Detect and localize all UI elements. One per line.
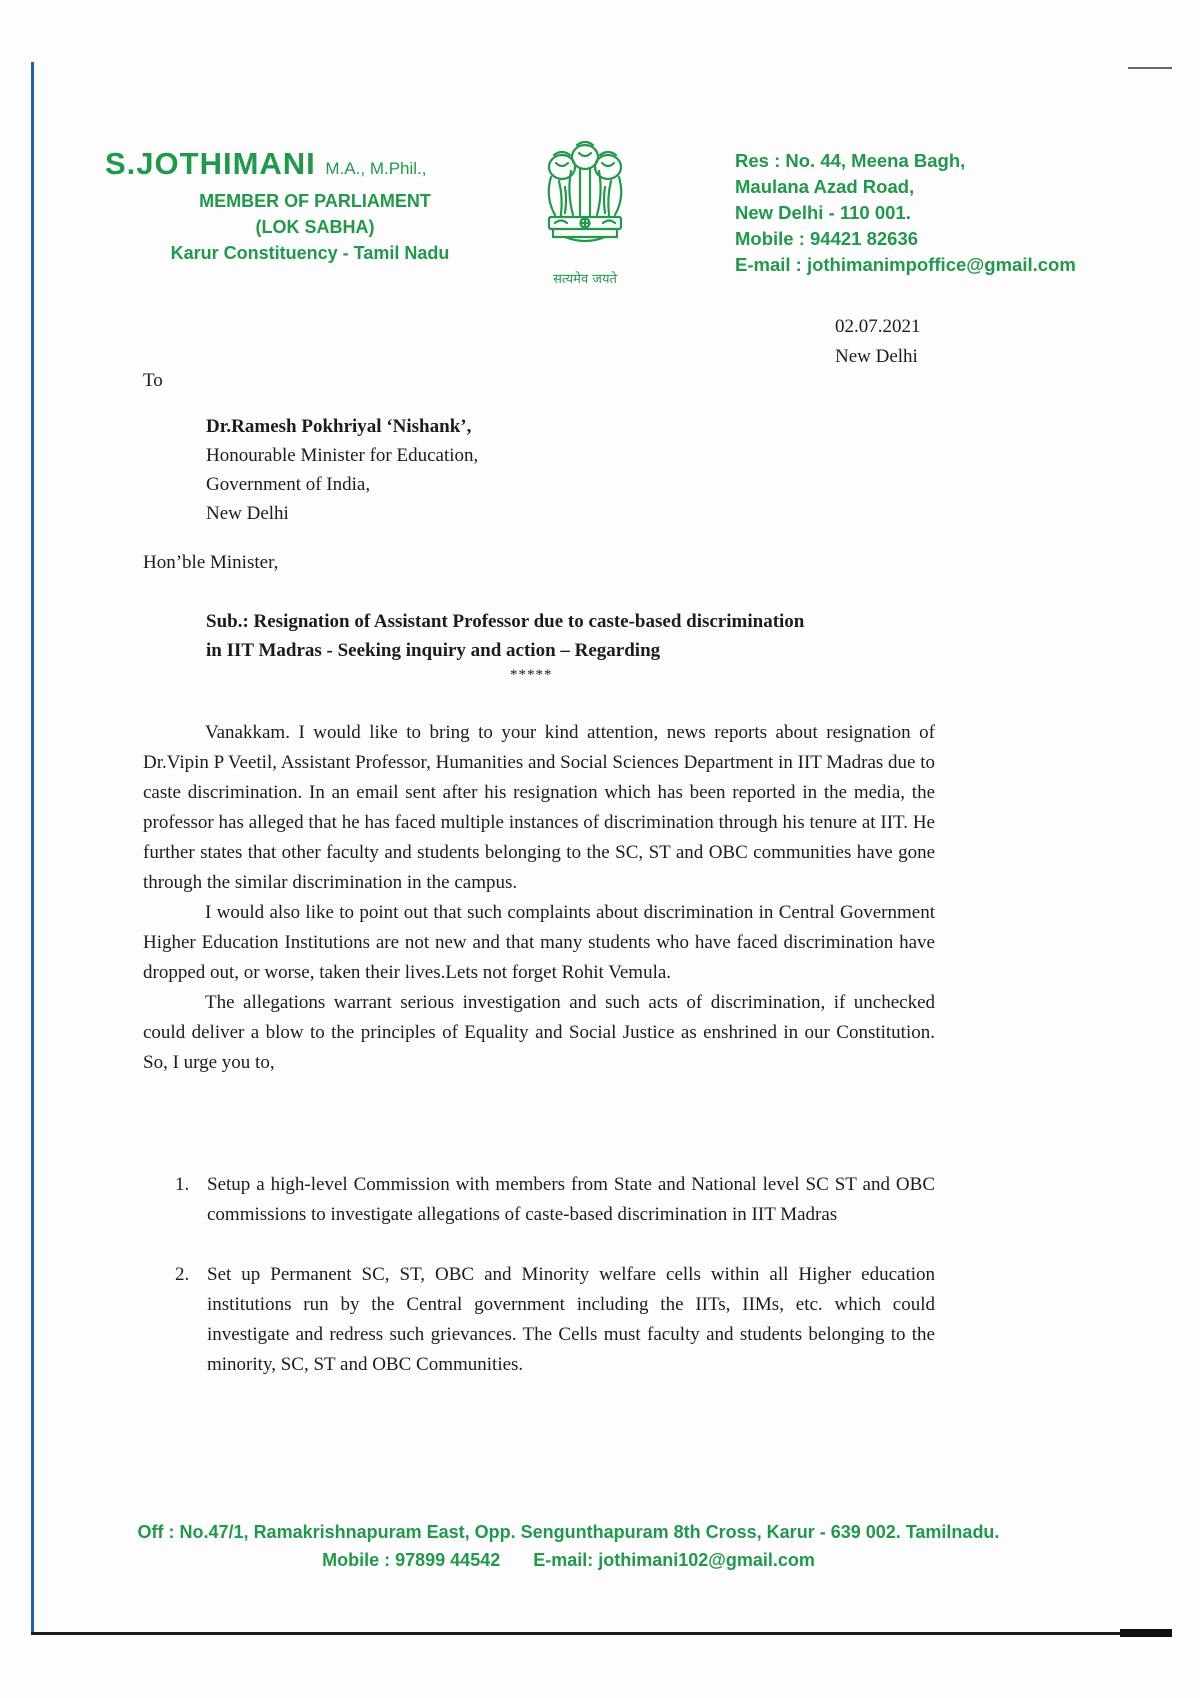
scan-mark [1128,67,1172,69]
emblem-motto: सत्यमेव जयते [553,272,617,287]
sender-constituency: Karur Constituency - Tamil Nadu [170,243,450,263]
demand-number: 2. [175,1264,190,1285]
sender-name-line [105,145,485,188]
addressee-name: Dr.Ramesh Pokhriyal ‘Nishank’, [206,416,472,437]
office-footer [0,1518,1137,1574]
subject-line2: in IIT Madras - Seeking inquiry and action – Regarding [206,640,661,661]
body-paragraph: The allegations warrant serious investigation and such acts of discrimination, if unchecked could deliver a blow to the principles of Equality and Social Justice as enshrined in our Constitution. So, I urge you to, [143,992,935,1073]
footer-office-address: Off : No.47/1, Ramakrishnapuram East, Opp. Sengunthapuram 8th Cross, Karur - 639 002. Tamilnadu. [137,1522,1000,1542]
residence-line3: New Delhi - 110 001. [735,202,911,223]
salutation: Hon’ble Minister, [143,552,279,573]
letter-date: 02.07.2021 [835,316,921,337]
demand-item [143,1260,935,1380]
footer-mobile: Mobile : 97899 44542 [322,1550,501,1570]
body-paragraph: Vanakkam. I would like to bring to your kind attention, news reports about resignation of Dr.Vipin P Veetil, Assistant Professor, Humanities and Social Sciences Department in IIT Madras due to caste discrimination. In an email sent after his resignation which has been reported in the media, the professor has alleged that he has faced multiple instances of discrimination through his tenure at IIT. He further states that other faculty and students belonging to the SC, ST and OBC communities have gone through the similar discrimination in the campus. [143,722,935,893]
residence-mobile: Mobile : 94421 82636 [735,228,919,249]
date-block [835,312,921,372]
sender-name: S.JOTHIMANI [105,146,316,181]
demand-text: Set up Permanent SC, ST, OBC and Minority welfare cells within all Higher education institutions run by the Central government including the IITs, IIMs, etc. which could investigate and redress such grievances. The Cells must faculty and students belonging to the minority, SC, ST and OBC Communities. [207,1264,935,1375]
addressee-line2: Government of India, [206,474,371,495]
demands-list [143,1170,935,1380]
demand-text: Setup a high-level Commission with members from State and National level SC ST and OBC commissions to investigate allegations of caste-based discrimination in IIT Madras [207,1174,935,1225]
subject-separator: ***** [510,667,553,683]
to-label: To [143,370,163,391]
subject-line1: Sub.: Resignation of Assistant Professor due to caste-based discrimination [206,611,805,632]
body-paragraph: I would also like to point out that such complaints about discrimination in Central Government Higher Education Institutions are not new and that many students who have faced discrimination have dropped out, or worse, taken their lives.Lets not forget Rohit Vemula. [143,902,935,983]
scan-border-left [31,62,34,1632]
residence-email: E-mail : jothimanimpoffice@gmail.com [735,254,1076,275]
letter-body [143,718,935,1078]
demand-number: 1. [175,1174,190,1195]
subject-line [206,607,936,665]
demand-item [143,1170,935,1230]
addressee-line3: New Delhi [206,503,289,524]
residence-line2: Maulana Azad Road, [735,176,915,197]
footer-email: E-mail: jothimani102@gmail.com [533,1550,815,1570]
residence-address [735,148,1076,278]
addressee-line1: Honourable Minister for Education, [206,445,479,466]
sender-house: (LOK SABHA) [255,217,375,237]
scan-mark [1120,1629,1172,1637]
addressee-block [206,412,478,528]
footer-contact [0,1546,1137,1574]
national-emblem-icon [535,135,635,285]
scan-border-bottom [31,1632,1172,1635]
residence-line1: Res : No. 44, Meena Bagh, [735,150,966,171]
sender-qualifications: M.A., M.Phil., [325,159,427,178]
letter-place: New Delhi [835,346,918,367]
letterhead-sender [105,145,485,266]
sender-designation: MEMBER OF PARLIAMENT [199,191,431,211]
